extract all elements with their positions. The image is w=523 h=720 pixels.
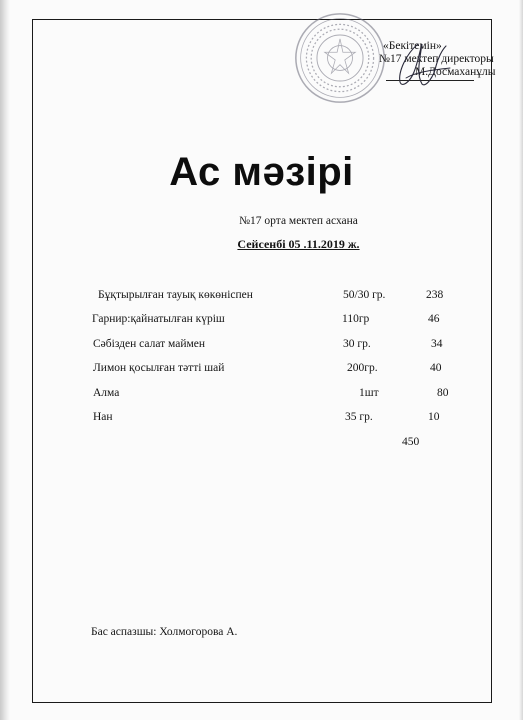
menu-row: [0, 338, 523, 354]
dish-value: 40: [430, 362, 442, 374]
menu-row: [0, 289, 523, 305]
page-title: Ас мәзірі: [169, 150, 354, 194]
page-border-frame: [32, 19, 492, 703]
dish-name: Алма: [93, 387, 120, 399]
menu-row: [0, 411, 523, 427]
approval-block: [0, 0, 523, 120]
approval-director-name: М.Досмаханұлы: [415, 66, 496, 78]
dish-name: Лимон қосылған тәтті шай: [93, 362, 225, 374]
dish-portion: 1шт: [359, 387, 379, 399]
menu-total: 450: [402, 436, 420, 448]
canteen-subtitle: №17 орта мектеп асхана: [239, 215, 358, 227]
dish-name: Сәбізден салат маймен: [93, 338, 206, 350]
dish-portion: 50/30 гр.: [343, 289, 386, 301]
menu-row: [0, 387, 523, 403]
menu-row: [0, 313, 523, 329]
dish-name: Гарнир:қайнатылған күріш: [92, 313, 225, 325]
head-chef-line: Бас аспазшы: Холмогорова А.: [91, 626, 238, 638]
dish-portion: 200гр.: [347, 362, 378, 374]
dish-portion: 110гр: [342, 313, 370, 325]
dish-value: 46: [428, 313, 440, 325]
approval-heading: «Бекітемін»: [383, 40, 442, 52]
dish-value: 80: [437, 387, 449, 399]
dish-value: 10: [428, 411, 440, 423]
dish-name: Нан: [93, 411, 113, 423]
dish-value: 238: [426, 289, 444, 301]
dish-portion: 30 гр.: [343, 338, 371, 350]
menu-date: Сейсенбі 05 .11.2019 ж.: [237, 237, 360, 251]
dish-value: 34: [431, 338, 443, 350]
menu-row: [0, 362, 523, 378]
dish-portion: 35 гр.: [345, 411, 373, 423]
approval-position: №17 мектеп директоры: [379, 53, 494, 65]
signature-icon: [376, 38, 466, 90]
dish-name: Бұқтырылған тауық көкөніспен: [98, 289, 253, 301]
